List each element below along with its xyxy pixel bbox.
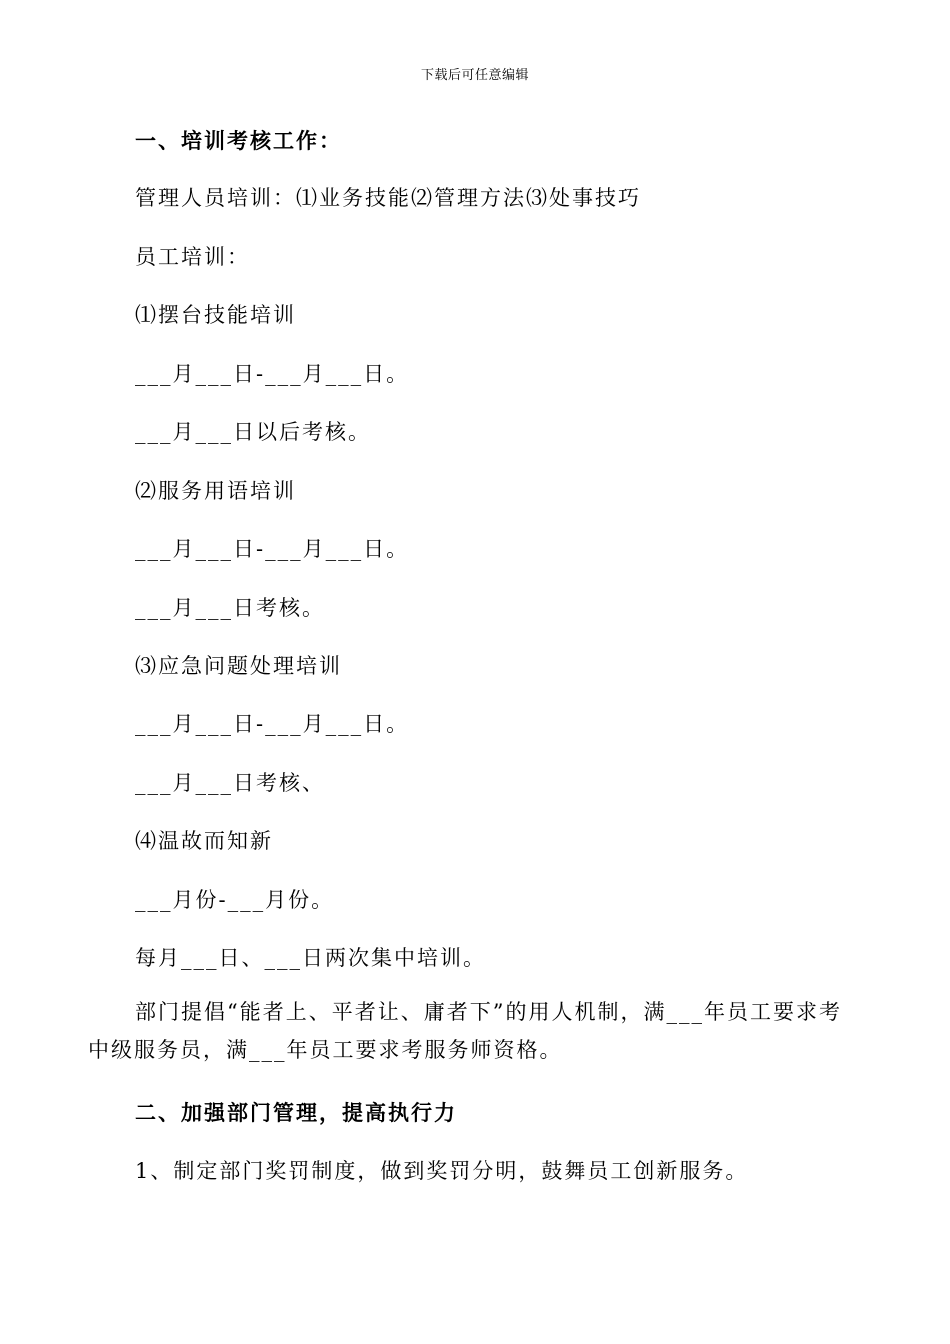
item3-exam: ___月___日考核、 bbox=[135, 771, 325, 795]
item4-period: ___月份-___月份。 bbox=[135, 888, 335, 912]
item2-period: ___月___日-___月___日。 bbox=[135, 537, 410, 561]
header-note: 下载后可任意编辑 bbox=[420, 68, 529, 83]
management-point-1: 1、制定部门奖罚制度，做到奖罚分明，鼓舞员工创新服务。 bbox=[135, 1159, 749, 1183]
section-heading-training: 一、培训考核工作： bbox=[135, 128, 342, 153]
item4-title: ⑷温故而知新 bbox=[135, 829, 273, 853]
item2-exam: ___月___日考核。 bbox=[135, 596, 325, 620]
item1-exam: ___月___日以后考核。 bbox=[135, 420, 371, 444]
staff-training-label: 员工培训： bbox=[135, 245, 250, 269]
monthly-training-line: 每月___日、___日两次集中培训。 bbox=[135, 946, 486, 970]
item3-period: ___月___日-___月___日。 bbox=[135, 712, 410, 736]
item3-title: ⑶应急问题处理培训 bbox=[135, 654, 342, 678]
manager-training-line: 管理人员培训：⑴业务技能⑵管理方法⑶处事技巧 bbox=[135, 186, 641, 210]
section-heading-management: 二、加强部门管理，提高执行力 bbox=[135, 1100, 457, 1125]
item1-period: ___月___日-___月___日。 bbox=[135, 362, 410, 386]
item2-title: ⑵服务用语培训 bbox=[135, 479, 296, 503]
promotion-paragraph: 部门提倡“能者上、平者让、庸者下”的用人机制，满___年员工要求考中级服务员，满___年员工要求考服务师资格。 bbox=[88, 1000, 842, 1062]
item1-title: ⑴摆台技能培训 bbox=[135, 303, 296, 327]
